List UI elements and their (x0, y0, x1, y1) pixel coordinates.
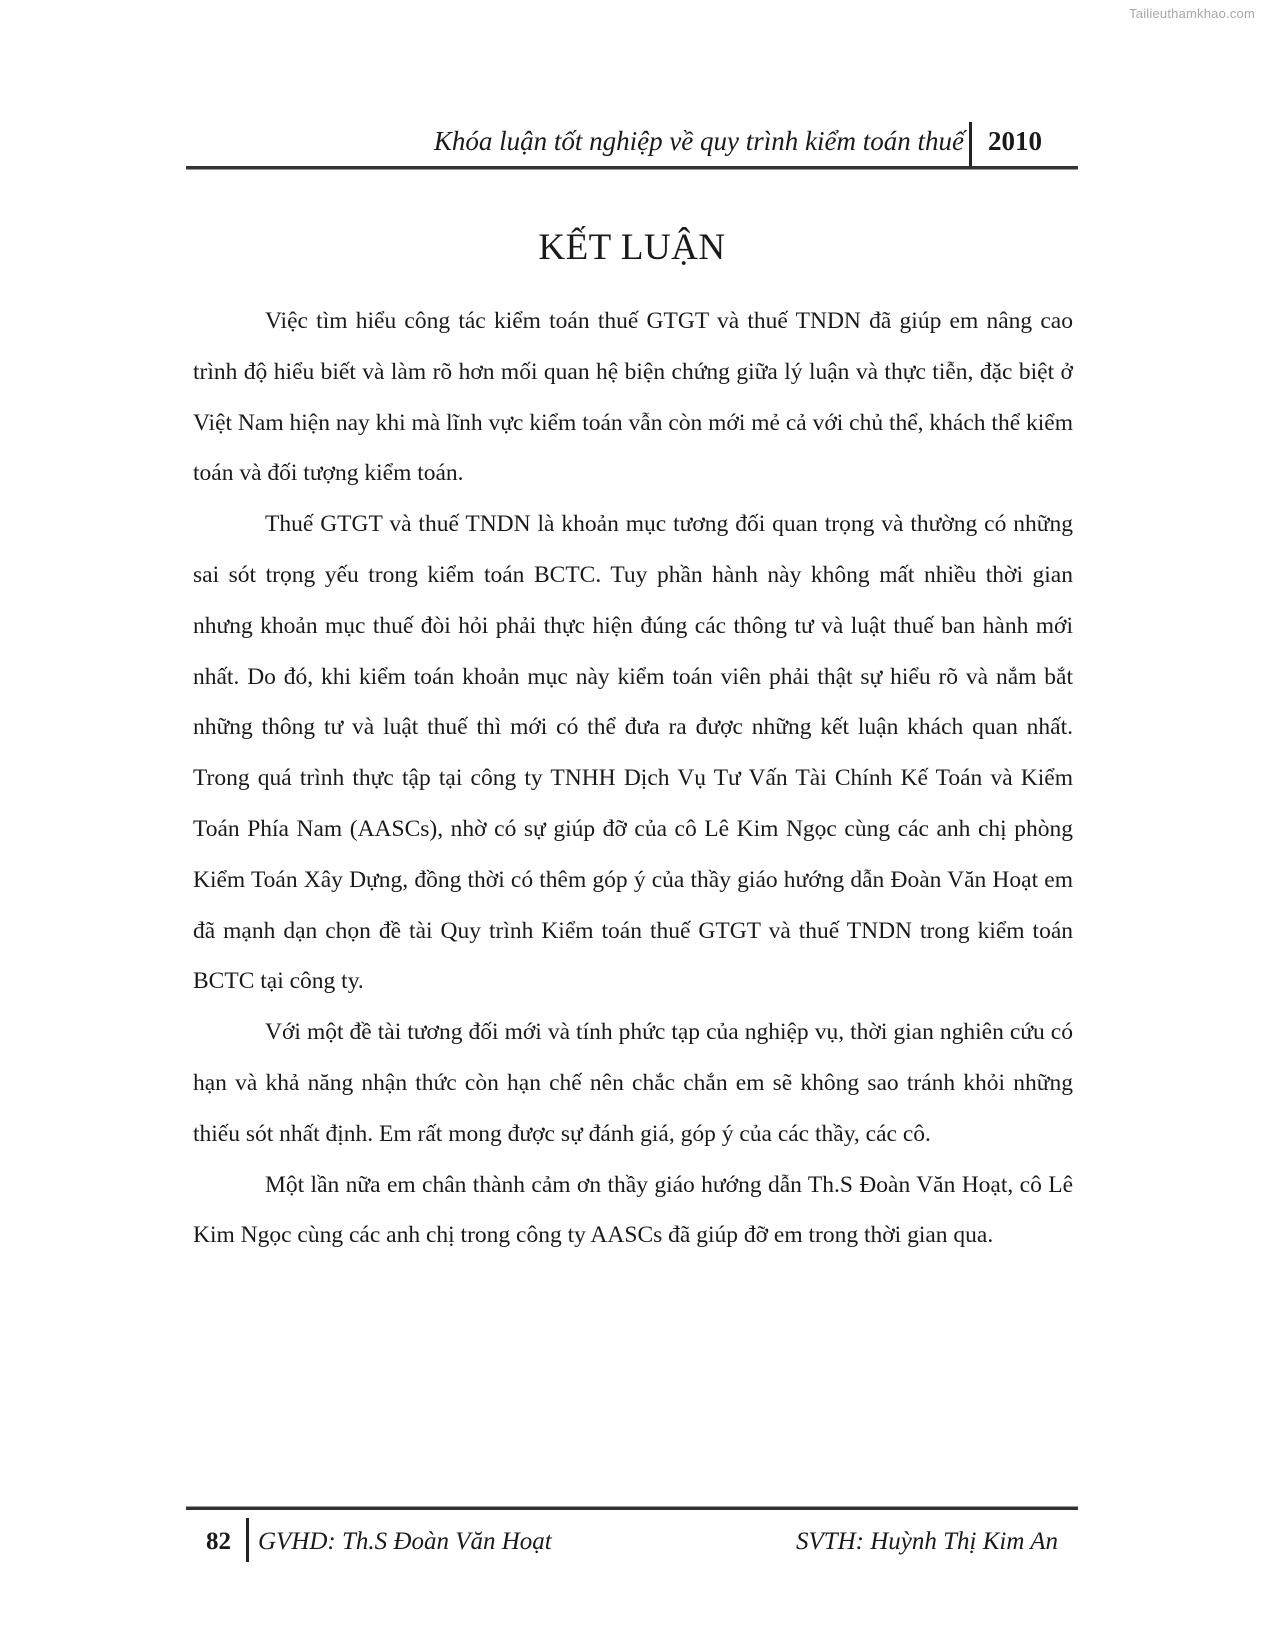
header-year: 2010 (988, 126, 1042, 156)
page-number: 82 (206, 1528, 231, 1555)
paragraph-2: Thuế GTGT và thuế TNDN là khoản mục tương đối quan trọng và thường có những sai sót trọng yếu trong kiểm toán BCTC. Tuy phần hành này không mất nhiều thời gian nhưng khoản mục thuế đòi hỏi phải thực hiện đúng các thông tư và luật thuế ban hành mới nhất. Do đó, khi kiểm toán khoản mục này kiểm toán viên phải thật sự hiểu rõ và nắm bắt những thông tư và luật thuế thì mới có thể đưa ra được những kết luận khách quan nhất. Trong quá trình thực tập tại công ty TNHH Dịch Vụ Tư Vấn Tài Chính Kế Toán và Kiểm Toán Phía Nam (AASCs), nhờ có sự giúp đỡ của cô Lê Kim Ngọc cùng các anh chị phòng Kiểm Toán Xây Dựng, đồng thời có thêm góp ý của thầy giáo hướng dẫn Đoàn Văn Hoạt em đã mạnh dạn chọn đề tài Quy trình Kiểm toán thuế GTGT và thuế TNDN trong kiểm toán BCTC tại công ty. (193, 511, 1073, 995)
paragraph-4: Một lần nữa em chân thành cảm ơn thầy giáo hướng dẫn Th.S Đoàn Văn Hoạt, cô Lê Kim Ngọc cùng các anh chị trong công ty AASCs đã giúp đỡ em trong thời gian qua. (193, 1171, 1073, 1249)
page-title: KẾT LUẬN (538, 227, 726, 268)
footer-divider (246, 1518, 249, 1562)
watermark-text: Tailieuthamkhao.com (1129, 6, 1255, 21)
paragraph-1: Việc tìm hiểu công tác kiểm toán thuế GTGT và thuế TNDN đã giúp em nâng cao trình độ hiểu biết và làm rõ hơn mối quan hệ biện chứng giữa lý luận và thực tiễn, đặc biệt ở Việt Nam hiện nay khi mà lĩnh vực kiểm toán vẫn còn mới mẻ cả với chủ thể, khách thể kiểm toán và đối tượng kiểm toán. (193, 308, 1073, 487)
page-header (186, 118, 1078, 170)
footer-student: SVTH: Huỳnh Thị Kim An (795, 1528, 1058, 1555)
footer-rule (186, 1506, 1078, 1510)
header-divider (969, 122, 972, 168)
paragraph-3: Với một đề tài tương đối mới và tính phức tạp của nghiệp vụ, thời gian nghiên cứu có hạn và khả năng nhận thức còn hạn chế nên chắc chắn em sẽ không sao tránh khỏi những thiếu sót nhất định. Em rất mong được sự đánh giá, góp ý của các thầy, các cô. (193, 1019, 1073, 1147)
header-rule (186, 166, 1078, 170)
header-title: Khóa luận tốt nghiệp về quy trình kiểm toán thuế (433, 126, 964, 156)
page-footer (186, 1506, 1078, 1566)
footer-advisor: GVHD: Th.S Đoàn Văn Hoạt (258, 1528, 552, 1555)
document-body (193, 296, 1073, 1261)
